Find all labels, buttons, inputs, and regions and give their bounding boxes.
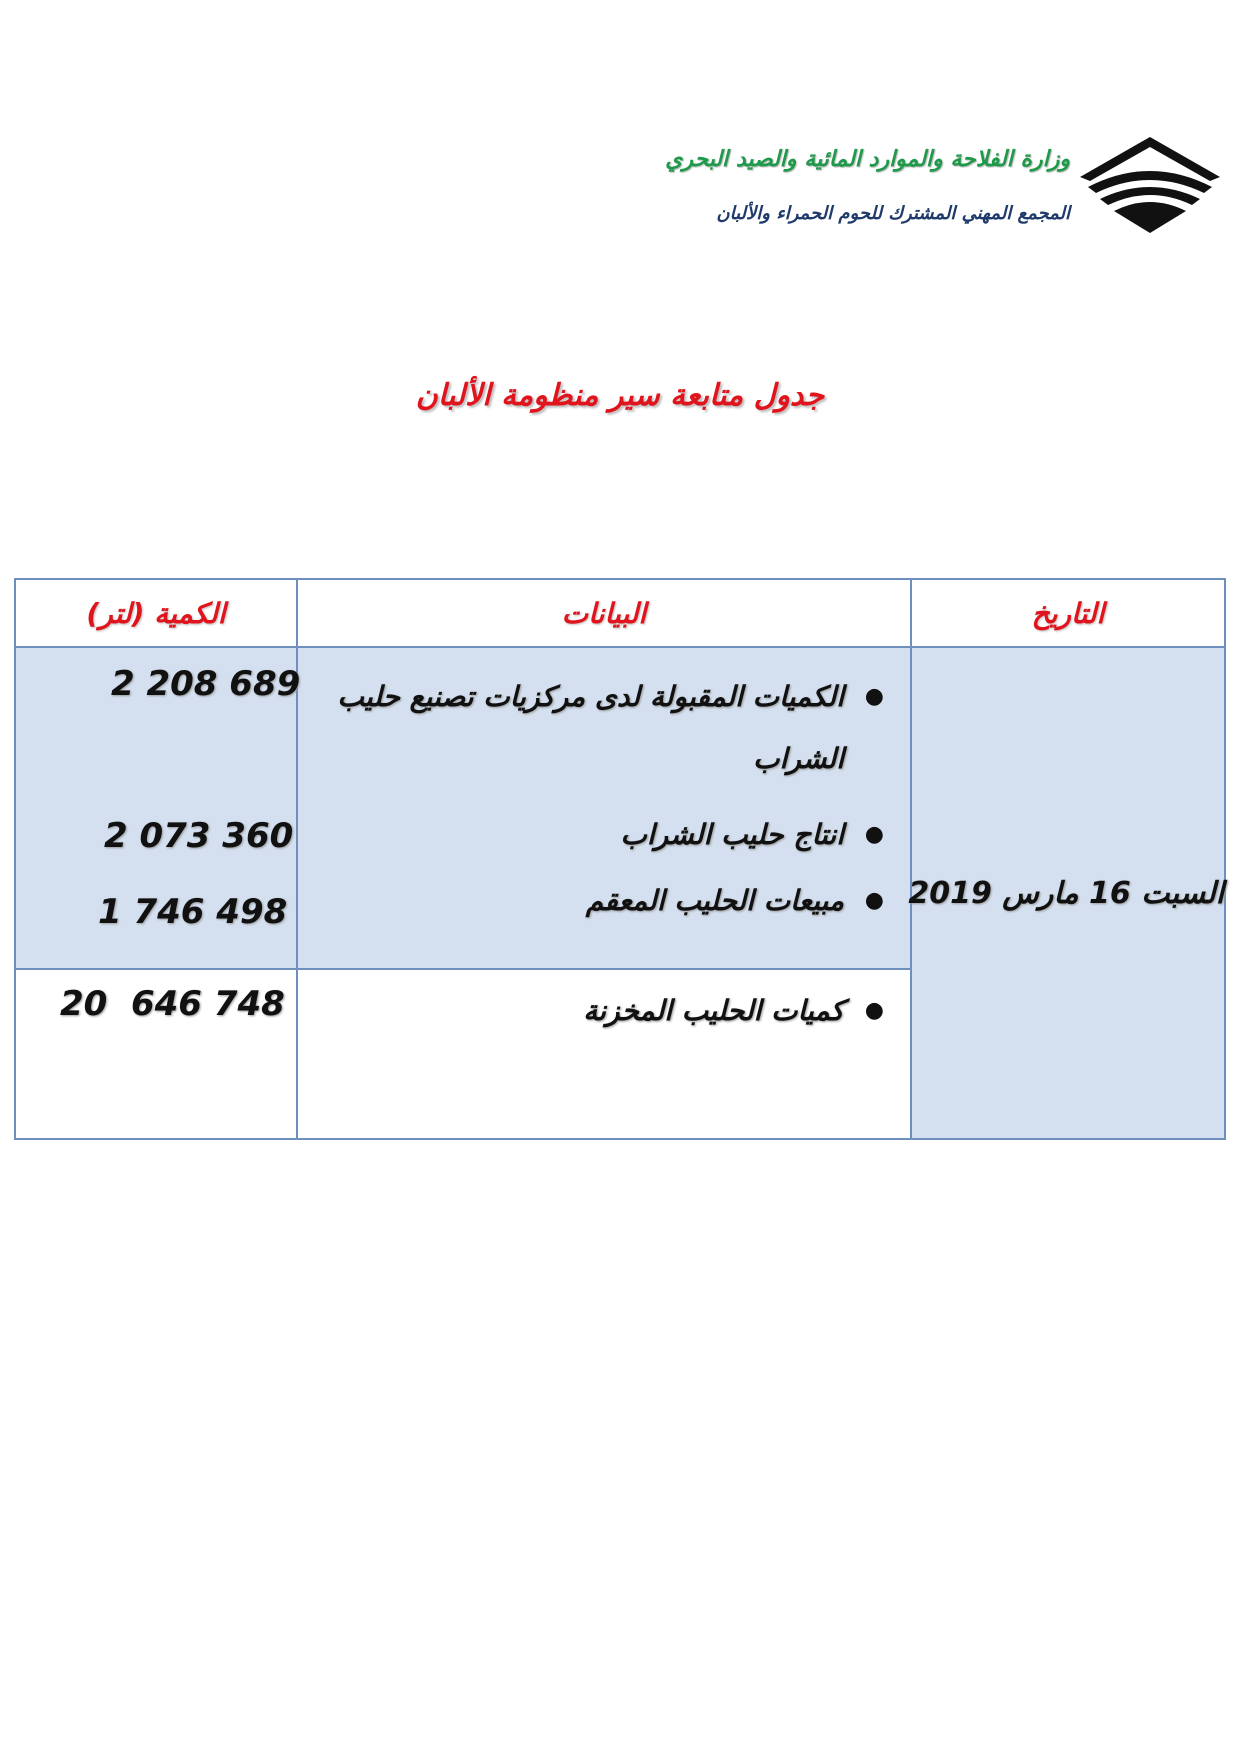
column-header-quantity: الكمية (لتر) xyxy=(15,579,297,647)
list-item xyxy=(308,980,884,1042)
list-item xyxy=(308,870,884,932)
letterhead xyxy=(560,135,1220,245)
data-cell xyxy=(297,647,911,969)
interprofession-name: المجمع المهني المشترك للحوم الحمراء والألبان xyxy=(716,203,1070,224)
table-header-row xyxy=(15,579,1225,647)
data-label: مبيعات الحليب المعقم xyxy=(585,884,844,917)
quantity-value: 20 646 748 xyxy=(60,984,285,1024)
quantity-cell xyxy=(15,647,301,969)
bullet-dot-icon: ● xyxy=(864,822,884,847)
bullet-dot-icon: ● xyxy=(864,684,884,709)
table-row xyxy=(15,647,1225,969)
quantity-value: 2 208 689 xyxy=(111,664,301,704)
dairy-tracking-table xyxy=(14,578,1226,1140)
document-title: جدول متابعة سير منظومة الألبان xyxy=(415,378,825,413)
bullet-dot-icon: ● xyxy=(864,888,884,913)
quantity-value: 1 746 498 xyxy=(98,892,288,932)
quantity-cell xyxy=(15,969,297,1139)
data-list xyxy=(298,648,910,932)
ministry-name: وزارة الفلاحة والموارد المائية والصيد البحري xyxy=(665,147,1070,172)
data-label: كميات الحليب المخزنة xyxy=(583,994,844,1027)
data-list xyxy=(298,970,910,1042)
column-header-data: البيانات xyxy=(297,579,911,647)
data-label: الكميات المقبولة لدى مركزيات تصنيع حليب الشراب xyxy=(337,680,844,775)
date-cell: السبت 16 مارس 2019 xyxy=(911,647,1225,1139)
column-header-date: التاريخ xyxy=(911,579,1225,647)
bullet-dot-icon: ● xyxy=(864,998,884,1023)
quantity-value: 2 073 360 xyxy=(104,816,294,856)
list-item xyxy=(308,804,884,866)
interprofession-logo-icon xyxy=(1080,137,1220,237)
list-item xyxy=(308,666,884,790)
data-label: انتاج حليب الشراب xyxy=(620,818,844,851)
data-cell xyxy=(297,969,911,1139)
